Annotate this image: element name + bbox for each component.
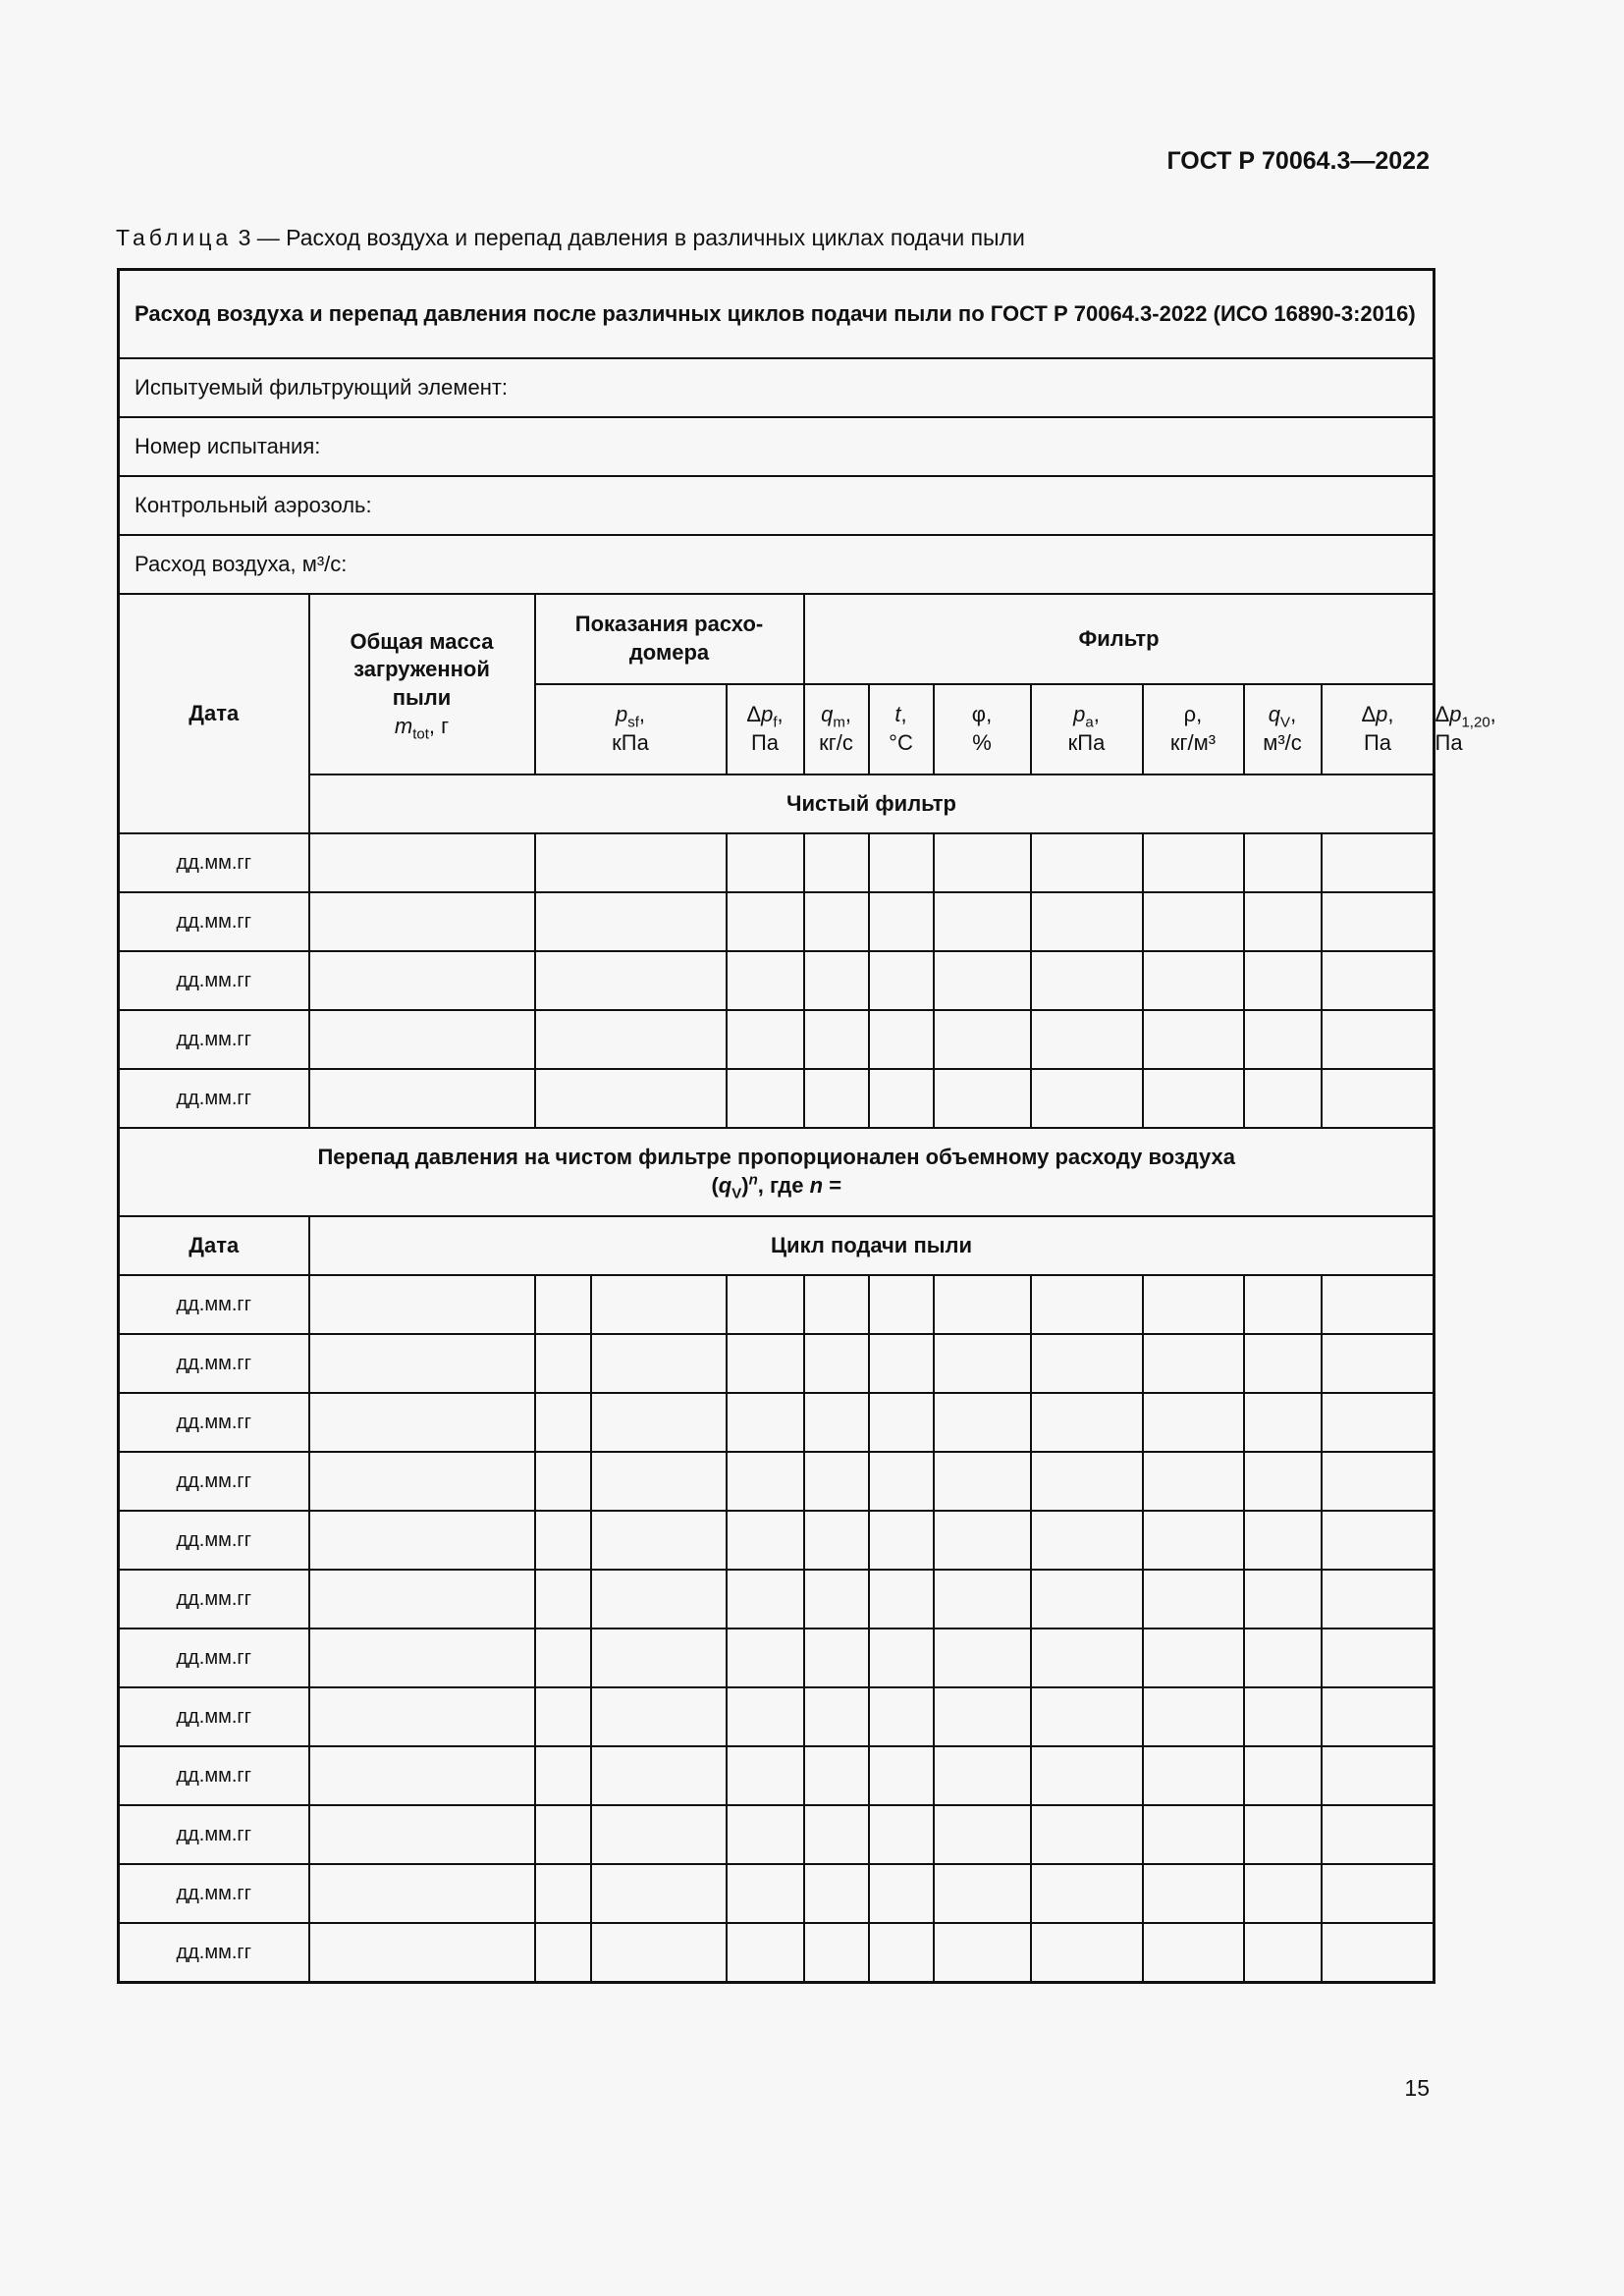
entry-cell[interactable]: [934, 1629, 1031, 1687]
entry-cell[interactable]: [1143, 1511, 1244, 1570]
param-symbol: t,: [894, 702, 907, 727]
entry-cell[interactable]: [869, 1393, 934, 1452]
param-header-7: [1244, 684, 1322, 774]
entry-cell[interactable]: [1143, 1864, 1244, 1923]
entry-cell[interactable]: [934, 1805, 1031, 1864]
dust-cycle-header: Цикл подачи пыли: [309, 1216, 1435, 1275]
entry-cell[interactable]: [1143, 1334, 1244, 1393]
entry-cell[interactable]: [535, 1570, 591, 1629]
entry-cell[interactable]: [1244, 1629, 1322, 1687]
entry-cell[interactable]: [591, 1805, 727, 1864]
clean-filter-header: Чистый фильтр: [309, 774, 1435, 833]
entry-cell[interactable]: [309, 1393, 535, 1452]
param-unit: Па: [750, 730, 780, 755]
entry-cell[interactable]: [1031, 1452, 1143, 1511]
entry-cell[interactable]: [727, 1334, 804, 1393]
entry-cell[interactable]: [309, 1746, 535, 1805]
note-line2: $(q_V)^n$, где n =: [711, 1171, 842, 1202]
entry-cell[interactable]: [535, 1629, 591, 1687]
entry-cell[interactable]: [869, 1746, 934, 1805]
entry-cell[interactable]: [934, 1069, 1031, 1128]
date-cell: дд.мм.гг: [119, 1334, 309, 1393]
table-row: [119, 833, 1435, 892]
entry-cell[interactable]: [1322, 1629, 1435, 1687]
entry-cell[interactable]: [804, 1629, 869, 1687]
airflow-pressure-table: [117, 268, 1496, 1984]
entry-cell[interactable]: [535, 1393, 591, 1452]
entry-cell[interactable]: [934, 1570, 1031, 1629]
date-cell: дд.мм.гг: [119, 1069, 309, 1128]
date-cell: дд.мм.гг: [119, 1864, 309, 1923]
entry-cell[interactable]: [1244, 1393, 1322, 1452]
entry-cell[interactable]: [1143, 1069, 1244, 1128]
header-row-params: $p_{sf}$, кПа $\Delta p_f$, Па $q_m$, кг/с t, °C φ, % $p_a$, кПа ρ, кг/м³ $q_V$, м³/с Δp, Па $\Delta p_{1,20}$, Па: [119, 684, 1435, 774]
entry-cell[interactable]: [1031, 1805, 1143, 1864]
entry-cell[interactable]: [1031, 1687, 1143, 1746]
entry-cell[interactable]: [1031, 833, 1143, 892]
entry-cell[interactable]: [1031, 1629, 1143, 1687]
total-mass-line3: пыли: [392, 685, 452, 710]
date-cell: дд.мм.гг: [119, 1629, 309, 1687]
table-row: [119, 1452, 1435, 1511]
entry-cell[interactable]: [1322, 1570, 1435, 1629]
entry-cell[interactable]: [591, 1275, 727, 1334]
entry-cell[interactable]: [727, 833, 804, 892]
entry-cell[interactable]: [535, 1275, 591, 1334]
entry-cell[interactable]: [804, 1452, 869, 1511]
table-row: [119, 1923, 1435, 1983]
entry-cell[interactable]: [727, 1864, 804, 1923]
entry-cell[interactable]: [869, 1452, 934, 1511]
entry-cell[interactable]: [309, 1687, 535, 1746]
pressure-proportional-note: [119, 1128, 1435, 1216]
info-row: [119, 535, 1435, 594]
date-cell: дд.мм.гг: [119, 1010, 309, 1069]
table-title: Расход воздуха и перепад давления после различных циклов подачи пыли по ГОСТ Р 70064.3-2022 (ИСО 16890-3:2016): [119, 270, 1435, 359]
entry-cell[interactable]: [869, 1570, 934, 1629]
entry-cell[interactable]: [804, 1864, 869, 1923]
entry-cell[interactable]: [535, 1010, 727, 1069]
entry-cell[interactable]: [591, 1393, 727, 1452]
date-cell: дд.мм.гг: [119, 1746, 309, 1805]
entry-cell[interactable]: [535, 1687, 591, 1746]
entry-cell[interactable]: [727, 1570, 804, 1629]
entry-cell[interactable]: [1322, 1452, 1435, 1511]
entry-cell[interactable]: [934, 1864, 1031, 1923]
clean-filter-row: [119, 774, 1435, 833]
param-unit: кПа: [612, 730, 649, 755]
entry-cell[interactable]: [1143, 1393, 1244, 1452]
entry-cell[interactable]: [869, 1923, 934, 1983]
param-symbol: φ,: [971, 702, 993, 727]
entry-cell[interactable]: [591, 1570, 727, 1629]
entry-cell[interactable]: [1143, 1805, 1244, 1864]
air-flow-label: Расход воздуха, м³/с:: [119, 535, 1435, 594]
entry-cell[interactable]: [1244, 892, 1322, 951]
date-cell: дд.мм.гг: [119, 833, 309, 892]
param-header-8: [1322, 684, 1435, 774]
table-row: [119, 1687, 1435, 1746]
param-unit: кг/с: [819, 730, 853, 755]
entry-cell[interactable]: [1244, 1864, 1322, 1923]
param-symbol: $\Delta p_f$,: [746, 702, 784, 731]
entry-cell[interactable]: [1244, 1746, 1322, 1805]
entry-cell[interactable]: [309, 1069, 535, 1128]
entry-cell[interactable]: [934, 833, 1031, 892]
date-column-header: Дата: [119, 594, 309, 833]
entry-cell[interactable]: [1322, 1334, 1435, 1393]
entry-cell[interactable]: [869, 1010, 934, 1069]
date-cell: дд.мм.гг: [119, 1805, 309, 1864]
section2-row: [119, 1128, 1435, 1216]
table-row: [119, 1511, 1435, 1570]
param-symbol: $q_m$,: [821, 702, 851, 731]
entry-cell[interactable]: [1031, 892, 1143, 951]
entry-cell[interactable]: [535, 1923, 591, 1983]
entry-cell[interactable]: [309, 833, 535, 892]
total-mass-line1: Общая масса: [350, 628, 494, 654]
entry-cell[interactable]: [727, 1629, 804, 1687]
entry-cell[interactable]: [1244, 1511, 1322, 1570]
entry-cell[interactable]: [934, 1687, 1031, 1746]
table-row: [119, 1864, 1435, 1923]
entry-cell[interactable]: [727, 892, 804, 951]
entry-cell[interactable]: [309, 1511, 535, 1570]
param-unit: Па: [1363, 730, 1392, 755]
entry-cell[interactable]: [535, 1069, 727, 1128]
test-element-label: Испытуемый фильтрующий элемент:: [119, 358, 1435, 417]
entry-cell[interactable]: [1244, 1334, 1322, 1393]
entry-cell[interactable]: [934, 951, 1031, 1010]
entry-cell[interactable]: [727, 1687, 804, 1746]
section3-row: [119, 1216, 1435, 1275]
entry-cell[interactable]: [1143, 833, 1244, 892]
entry-cell[interactable]: [727, 1805, 804, 1864]
entry-cell[interactable]: [535, 892, 727, 951]
entry-cell[interactable]: [1143, 1687, 1244, 1746]
entry-cell[interactable]: [1244, 1452, 1322, 1511]
entry-cell[interactable]: [1143, 1570, 1244, 1629]
entry-cell[interactable]: [869, 1687, 934, 1746]
entry-cell[interactable]: [1031, 951, 1143, 1010]
date-cell: дд.мм.гг: [119, 1452, 309, 1511]
entry-cell[interactable]: [535, 1511, 591, 1570]
table-row: [119, 1629, 1435, 1687]
entry-cell[interactable]: [1031, 1746, 1143, 1805]
entry-cell[interactable]: [804, 833, 869, 892]
table-row: [119, 1746, 1435, 1805]
entry-cell[interactable]: [1322, 1923, 1435, 1983]
date-cell: дд.мм.гг: [119, 892, 309, 951]
entry-cell[interactable]: [1244, 1010, 1322, 1069]
param-header-4: [934, 684, 1031, 774]
entry-cell[interactable]: [535, 1452, 591, 1511]
entry-cell[interactable]: [804, 1010, 869, 1069]
entry-cell[interactable]: [1322, 1393, 1435, 1452]
entry-cell[interactable]: [804, 1393, 869, 1452]
date-cell: дд.мм.гг: [119, 1687, 309, 1746]
entry-cell[interactable]: [804, 1334, 869, 1393]
entry-cell[interactable]: [934, 892, 1031, 951]
entry-cell[interactable]: [869, 1275, 934, 1334]
info-row: [119, 358, 1435, 417]
table-row: [119, 1275, 1435, 1334]
entry-cell[interactable]: [869, 833, 934, 892]
entry-cell[interactable]: [591, 1864, 727, 1923]
page-number: 15: [1404, 2075, 1430, 2101]
entry-cell[interactable]: [1244, 1570, 1322, 1629]
entry-cell[interactable]: [1322, 1687, 1435, 1746]
entry-cell[interactable]: [309, 1805, 535, 1864]
entry-cell[interactable]: [535, 833, 727, 892]
entry-cell[interactable]: [1244, 833, 1322, 892]
entry-cell[interactable]: [727, 1069, 804, 1128]
entry-cell[interactable]: [804, 1511, 869, 1570]
entry-cell[interactable]: [1322, 1511, 1435, 1570]
table-title-row: [119, 270, 1435, 359]
entry-cell[interactable]: [804, 1746, 869, 1805]
entry-cell[interactable]: [934, 1393, 1031, 1452]
param-header-0: [535, 684, 727, 774]
caption-label: Таблица: [116, 225, 233, 250]
entry-cell[interactable]: [804, 1687, 869, 1746]
entry-cell[interactable]: [869, 1864, 934, 1923]
entry-cell[interactable]: [727, 951, 804, 1010]
entry-cell[interactable]: [804, 1805, 869, 1864]
table-row: [119, 1805, 1435, 1864]
date-cell: дд.мм.гг: [119, 951, 309, 1010]
entry-cell[interactable]: [309, 1334, 535, 1393]
entry-cell[interactable]: [727, 1511, 804, 1570]
test-aerosol-label: Контрольный аэрозоль:: [119, 476, 1435, 535]
entry-cell[interactable]: [1244, 1687, 1322, 1746]
entry-cell[interactable]: [309, 1275, 535, 1334]
document-standard-number: ГОСТ Р 70064.3—2022: [1166, 147, 1430, 175]
entry-cell[interactable]: [309, 1570, 535, 1629]
entry-cell[interactable]: [804, 1069, 869, 1128]
entry-cell[interactable]: [1244, 1275, 1322, 1334]
entry-cell[interactable]: [804, 1570, 869, 1629]
entry-cell[interactable]: [309, 892, 535, 951]
entry-cell[interactable]: [1031, 1010, 1143, 1069]
entry-cell[interactable]: [309, 1864, 535, 1923]
entry-cell[interactable]: [1031, 1511, 1143, 1570]
entry-cell[interactable]: [535, 1334, 591, 1393]
total-mass-symbol: $m_{tot}$, г: [394, 713, 450, 742]
entry-cell[interactable]: [1322, 951, 1435, 1010]
entry-cell[interactable]: [591, 1687, 727, 1746]
total-mass-header: [309, 594, 535, 774]
entry-cell[interactable]: [804, 892, 869, 951]
entry-cell[interactable]: [934, 1334, 1031, 1393]
entry-cell[interactable]: [804, 951, 869, 1010]
entry-cell[interactable]: [309, 951, 535, 1010]
entry-cell[interactable]: [1322, 1864, 1435, 1923]
param-symbol: $p_{sf}$,: [615, 702, 646, 731]
entry-cell[interactable]: [1322, 1746, 1435, 1805]
info-row: [119, 417, 1435, 476]
param-unit: м³/с: [1263, 730, 1302, 755]
date-cell: дд.мм.гг: [119, 1393, 309, 1452]
entry-cell[interactable]: [1244, 1805, 1322, 1864]
entry-cell[interactable]: [1031, 1334, 1143, 1393]
entry-cell[interactable]: [1143, 892, 1244, 951]
entry-cell[interactable]: [1031, 1393, 1143, 1452]
entry-cell[interactable]: [727, 1923, 804, 1983]
info-row: [119, 476, 1435, 535]
entry-cell[interactable]: [1244, 1069, 1322, 1128]
entry-cell[interactable]: [1143, 1452, 1244, 1511]
table-row: [119, 951, 1435, 1010]
header-row-1: [119, 594, 1435, 684]
entry-cell[interactable]: [1143, 1746, 1244, 1805]
param-header-5: [1031, 684, 1143, 774]
caption-text: — Расход воздуха и перепад давления в различных циклах подачи пыли: [256, 225, 1025, 250]
entry-cell[interactable]: [309, 1629, 535, 1687]
entry-cell[interactable]: [727, 1010, 804, 1069]
entry-cell[interactable]: [869, 1629, 934, 1687]
entry-cell[interactable]: [1031, 1923, 1143, 1983]
entry-cell[interactable]: [1143, 1629, 1244, 1687]
table-row: [119, 1393, 1435, 1452]
table-caption: [116, 225, 1025, 251]
entry-cell[interactable]: [1031, 1069, 1143, 1128]
entry-cell[interactable]: [1143, 951, 1244, 1010]
param-unit: кПа: [1067, 730, 1106, 755]
param-header-2: [804, 684, 869, 774]
entry-cell[interactable]: [1031, 1864, 1143, 1923]
param-symbol: Δp,: [1361, 702, 1394, 727]
date-cell: дд.мм.гг: [119, 1511, 309, 1570]
entry-cell[interactable]: [934, 1511, 1031, 1570]
table-row: [119, 892, 1435, 951]
entry-cell[interactable]: [804, 1923, 869, 1983]
entry-cell[interactable]: [1322, 1275, 1435, 1334]
entry-cell[interactable]: [727, 1393, 804, 1452]
entry-cell[interactable]: [934, 1275, 1031, 1334]
table-row: [119, 1010, 1435, 1069]
entry-cell[interactable]: [727, 1452, 804, 1511]
entry-cell[interactable]: [1143, 1275, 1244, 1334]
test-number-label: Номер испытания:: [119, 417, 1435, 476]
entry-cell[interactable]: [727, 1746, 804, 1805]
entry-cell[interactable]: [1244, 1923, 1322, 1983]
note-line1: Перепад давления на чистом фильтре пропорционален объемному расходу воздуха: [317, 1145, 1236, 1170]
entry-cell[interactable]: [1322, 1069, 1435, 1128]
entry-cell[interactable]: [934, 1746, 1031, 1805]
entry-cell[interactable]: [591, 1629, 727, 1687]
entry-cell[interactable]: [591, 1746, 727, 1805]
param-unit: °C: [889, 730, 913, 755]
table-row: [119, 1334, 1435, 1393]
entry-cell[interactable]: [934, 1010, 1031, 1069]
entry-cell[interactable]: [591, 1511, 727, 1570]
param-unit: %: [972, 730, 992, 755]
param-symbol: $p_a$,: [1073, 702, 1100, 731]
param-header-1: [727, 684, 804, 774]
param-header-6: [1143, 684, 1244, 774]
param-header-3: [869, 684, 934, 774]
entry-cell[interactable]: [1143, 1010, 1244, 1069]
entry-cell[interactable]: [535, 1864, 591, 1923]
param-symbol: ρ,: [1183, 702, 1203, 727]
table-row: [119, 1069, 1435, 1128]
flowmeter-header: Показания расхо-домера: [535, 594, 804, 684]
param-symbol: $q_V$,: [1268, 702, 1297, 731]
entry-cell[interactable]: [591, 1452, 727, 1511]
entry-cell[interactable]: [804, 1275, 869, 1334]
entry-cell[interactable]: [869, 1334, 934, 1393]
entry-cell[interactable]: [869, 951, 934, 1010]
entry-cell[interactable]: [869, 1805, 934, 1864]
entry-cell[interactable]: [591, 1334, 727, 1393]
entry-cell[interactable]: [869, 1069, 934, 1128]
entry-cell[interactable]: [591, 1923, 727, 1983]
date-cell: дд.мм.гг: [119, 1923, 309, 1983]
entry-cell[interactable]: [535, 951, 727, 1010]
date-cell: дд.мм.гг: [119, 1275, 309, 1334]
entry-cell[interactable]: [1322, 1805, 1435, 1864]
entry-cell[interactable]: [309, 1452, 535, 1511]
caption-number: 3: [238, 225, 251, 250]
entry-cell[interactable]: [309, 1010, 535, 1069]
entry-cell[interactable]: [535, 1746, 591, 1805]
table-row: [119, 1570, 1435, 1629]
entry-cell[interactable]: [1322, 892, 1435, 951]
entry-cell[interactable]: [869, 1511, 934, 1570]
entry-cell[interactable]: [934, 1923, 1031, 1983]
entry-cell[interactable]: [934, 1452, 1031, 1511]
entry-cell[interactable]: [1031, 1570, 1143, 1629]
total-mass-line2: загруженной: [353, 657, 490, 682]
entry-cell[interactable]: [1322, 833, 1435, 892]
cycle-date-header: Дата: [119, 1216, 309, 1275]
entry-cell[interactable]: [1244, 951, 1322, 1010]
entry-cell[interactable]: [1031, 1275, 1143, 1334]
entry-cell[interactable]: [535, 1805, 591, 1864]
param-unit: кг/м³: [1169, 730, 1217, 755]
entry-cell[interactable]: [727, 1275, 804, 1334]
entry-cell[interactable]: [869, 892, 934, 951]
entry-cell[interactable]: [1322, 1010, 1435, 1069]
entry-cell[interactable]: [309, 1923, 535, 1983]
date-cell: дд.мм.гг: [119, 1570, 309, 1629]
entry-cell[interactable]: [1143, 1923, 1244, 1983]
filter-header: Фильтр: [804, 594, 1435, 684]
